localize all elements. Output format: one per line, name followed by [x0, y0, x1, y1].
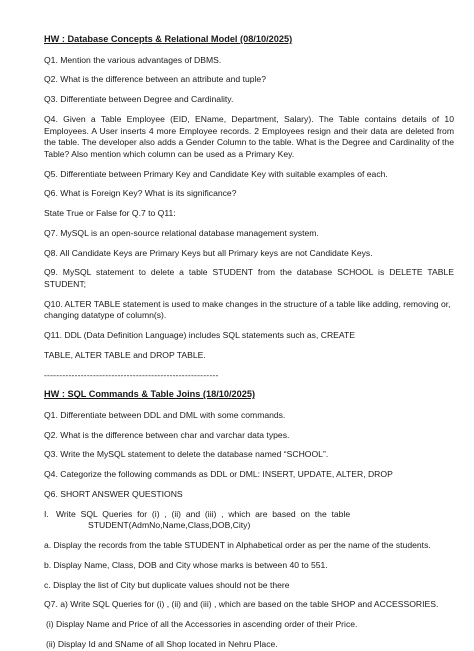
section-divider: ---------------------------------------------------------: [44, 369, 219, 380]
question-q10: Q10. ALTER TABLE statement is used to make changes in the structure of a table like adding, removing or, changing datatype of column(s).: [44, 298, 451, 321]
short-answer-i-line2: STUDENT(AdmNo,Name,Class,DOB,City): [88, 520, 251, 531]
question-q1: Q1. Mention the various advantages of DBMS.: [44, 54, 222, 65]
sql-question-q7: Q7. a) Write SQL Queries for (i) , (ii) and (iii) , which are based on the table SHOP and ACCESSORIES.: [44, 599, 439, 610]
question-q6: Q6. What is Foreign Key? What is its significance?: [44, 188, 237, 199]
sub-question-c: c. Display the list of City but duplicate values should not be there: [44, 579, 290, 590]
sql-question-q6: Q6. SHORT ANSWER QUESTIONS: [44, 489, 183, 500]
sub-question-a: a. Display the records from the table STUDENT in Alphabetical order as per the name of the students.: [44, 540, 431, 550]
question-q9: Q9. MySQL statement to delete a table STUDENT from the database SCHOOL is DELETE TABLE STUDENT;: [44, 267, 454, 289]
sql-question-q1: Q1. Differentiate between DDL and DML with some commands.: [44, 409, 286, 420]
true-false-instruction: State True or False for Q.7 to Q11:: [44, 208, 176, 219]
section1-heading: HW : Database Concepts & Relational Model (08/10/2025): [44, 34, 293, 44]
question-q5: Q5. Differentiate between Primary Key and Candidate Key with suitable examples of each.: [44, 168, 388, 179]
sql-question-q7-i: (i) Display Name and Price of all the Accessories in ascending order of their Price.: [46, 619, 358, 630]
sql-question-q2: Q2. What is the difference between char and varchar data types.: [44, 429, 290, 440]
question-q11-line1: Q11. DDL (Data Definition Language) includes SQL statements such as, CREATE: [44, 330, 355, 341]
sql-question-q7-ii: (ii) Display Id and SName of all Shop located in Nehru Place.: [46, 638, 278, 649]
sub-question-b: b. Display Name, Class, DOB and City whose marks is between 40 to 551.: [44, 559, 328, 570]
short-answer-i: [44, 509, 454, 532]
sql-question-q3: Q3. Write the MySQL statement to delete the database named “SCHOOL”.: [44, 449, 329, 460]
question-q3: Q3. Differentiate between Degree and Cardinality.: [44, 94, 234, 105]
question-q11-line2: TABLE, ALTER TABLE and DROP TABLE.: [44, 349, 206, 360]
question-q4: Q4. Given a Table Employee (EID, EName, Department, Salary). The Table contains details of 10 Employees. A User inserts 4 more Employee records. 2 Employees resign and their data are deleted from the table. The developer also adds a Gender Column to the table. What is the Degree and Cardinality of the Table? Also mention which column can be used as a Primary Key.: [44, 113, 454, 159]
question-q2: Q2. What is the difference between an attribute and tuple?: [44, 74, 266, 85]
section2-heading: HW : SQL Commands & Table Joins (18/10/2025): [44, 389, 256, 400]
sql-question-q4: Q4. Categorize the following commands as DDL or DML: INSERT, UPDATE, ALTER, DROP: [44, 469, 393, 480]
question-q8: Q8. All Candidate Keys are Primary Keys but all Primary keys are not Candidate Keys.: [44, 247, 373, 258]
short-answer-i-line1: I. Write SQL Queries for (i) , (ii) and (iii) , which are based on the table: [44, 508, 351, 519]
question-q7: Q7. MySQL is an open-source relational database management system.: [44, 227, 319, 238]
